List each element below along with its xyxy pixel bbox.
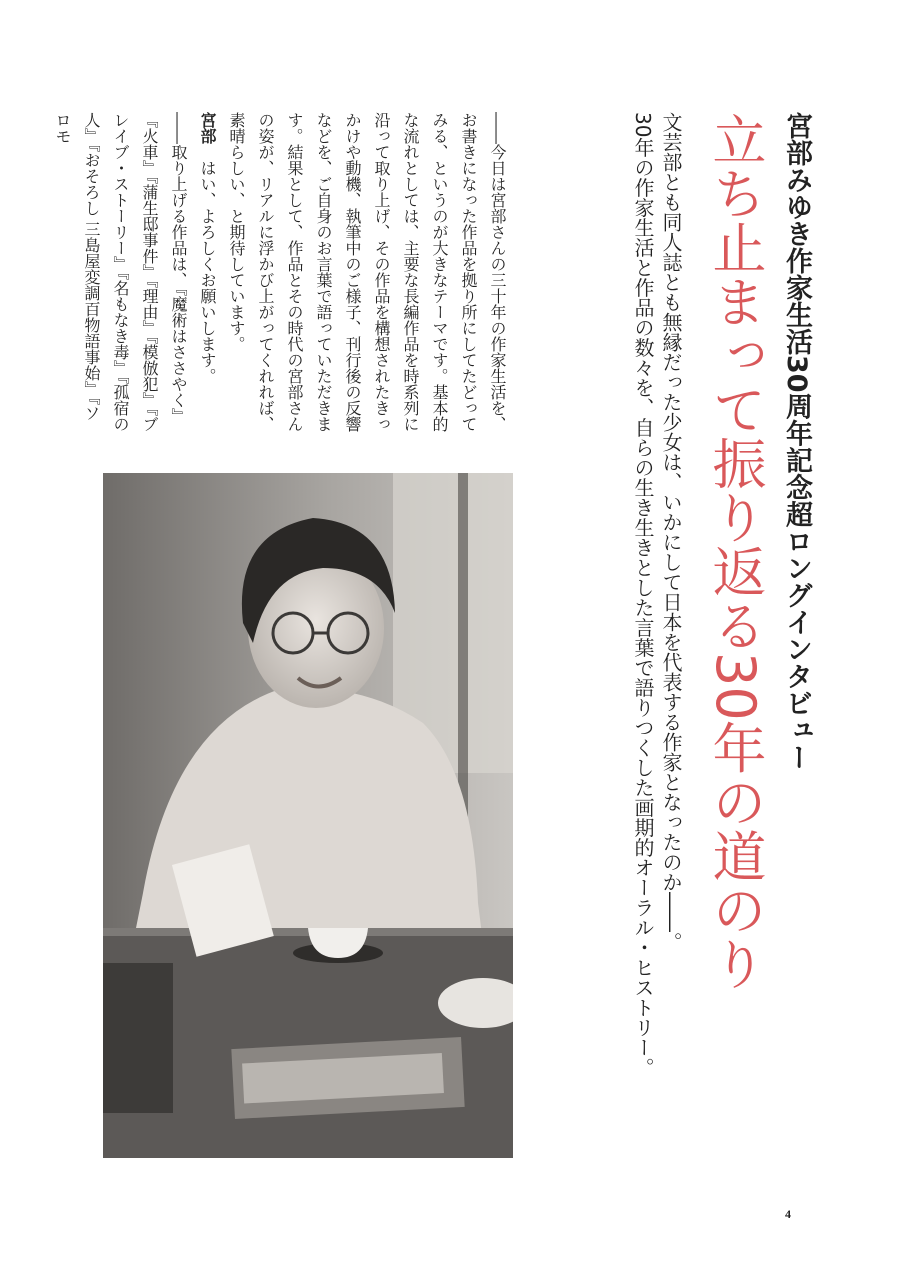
lead-line-2: 30年の作家生活と作品の数々を、自らの生き生きとした言葉で語りつくした画期的オーラル・ヒストリー。 xyxy=(631,112,655,1078)
kicker: 宮部みゆき作家生活30周年記念超ロングインタビュー xyxy=(781,112,812,771)
question-2: ――取り上げる作品は、『魔術はささやく』『火車』『蒲生邸事件』『理由』『模倣犯』『ブレイブ・ストーリー』『名もなき毒』『孤宿の人』『おそろし 三島屋変調百物語事始』『ソロモ xyxy=(53,112,188,432)
answer-1 xyxy=(193,112,222,437)
question-1: ――今日は宮部さんの三十年の作家生活を、お書きになった作品を拠り所にしてたどってみる、というのが大きなテーマです。基本的な流れとしては、主要な長編作品を時系列に沿って取り上げ、その作品を構想されたきっかけや動機、執筆中のご様子、刊行後の反響などを、ご自身のお言葉で語っていただきます。結果として、作品とその時代の宮部さんの姿が、リアルに浮かび上がってくれれば、素晴らしい、と期待しています。 xyxy=(227,112,507,432)
lead-line-1: 文芸部とも同人誌とも無縁だった少女は、いかにして日本を代表する作家となったのか――。 xyxy=(659,112,683,952)
speaker-label: 宮部 xyxy=(198,112,217,144)
answer-text: はい、よろしくお願いします。 xyxy=(198,160,217,384)
author-photo xyxy=(103,473,513,1158)
page-number: 4 xyxy=(785,1207,791,1221)
lead xyxy=(629,112,685,1077)
headline: 立ち止まって振り返る30年の道のり xyxy=(704,112,767,991)
interview-body xyxy=(48,112,512,437)
